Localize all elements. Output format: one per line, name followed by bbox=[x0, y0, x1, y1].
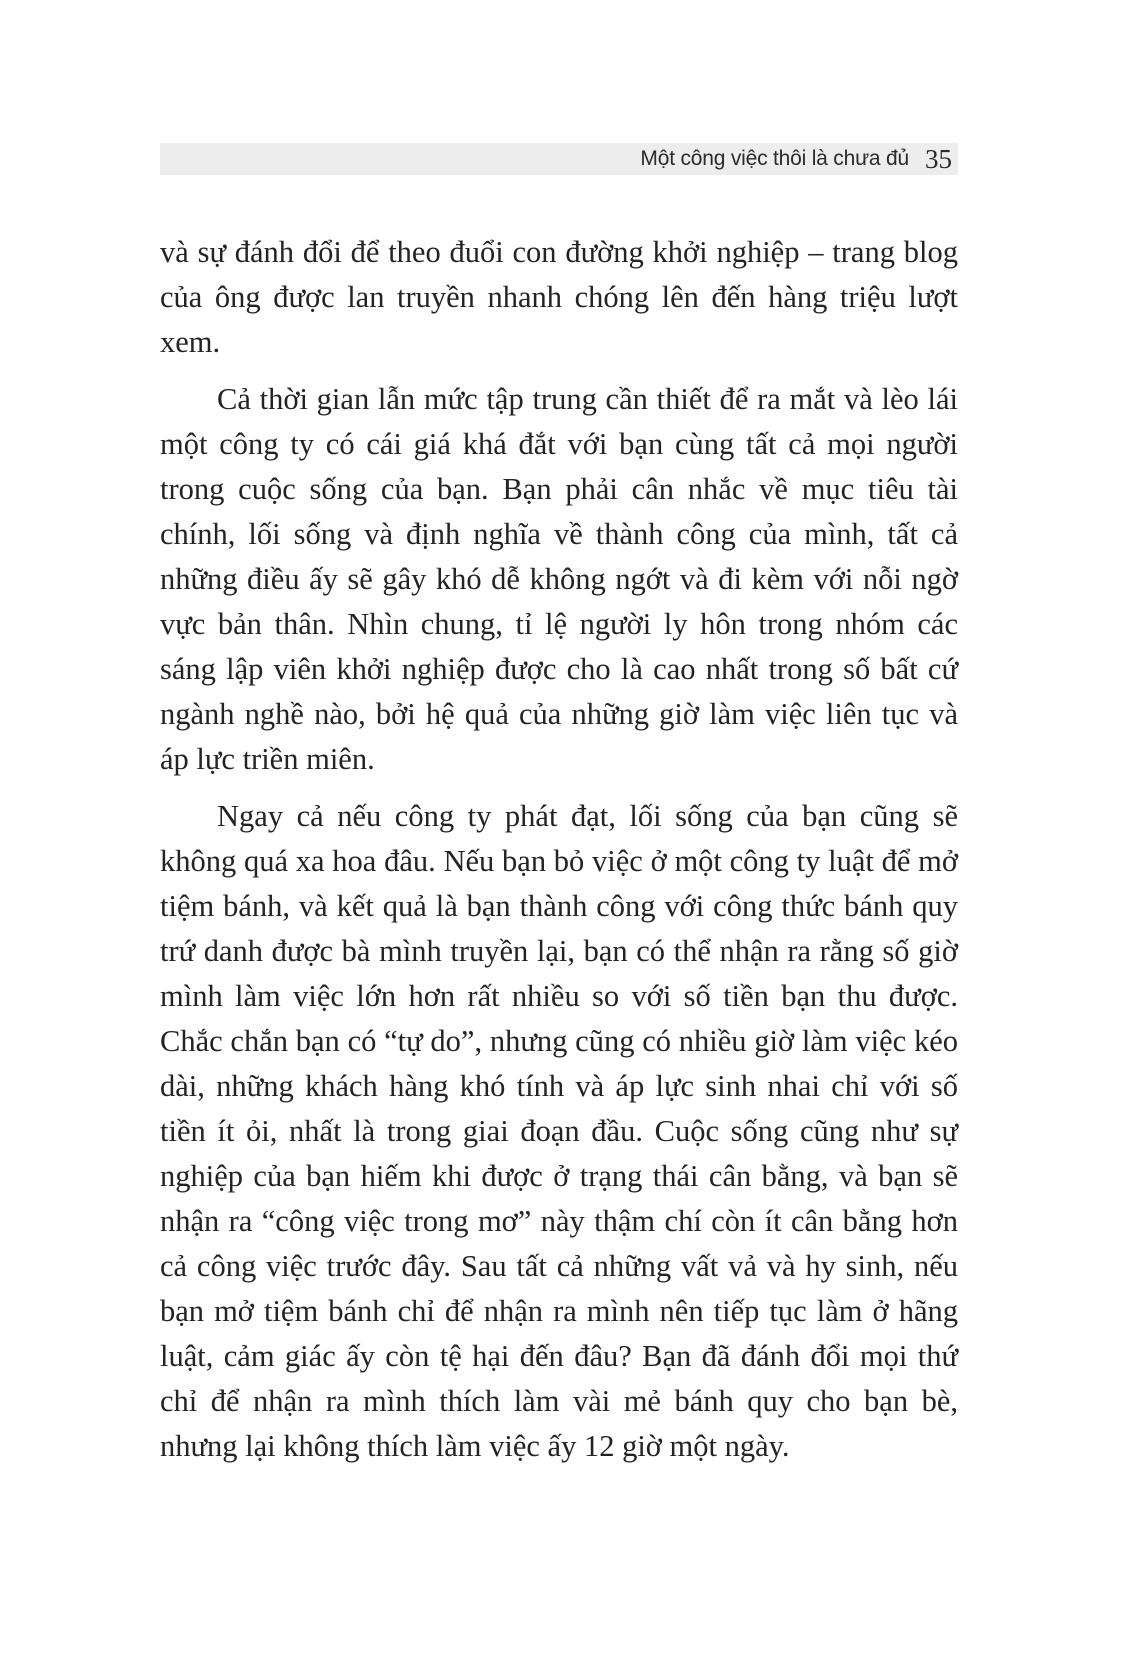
page-number: 35 bbox=[925, 143, 952, 174]
body-text bbox=[160, 230, 958, 1481]
running-header bbox=[160, 143, 958, 175]
chapter-title: Một công việc thôi là chưa đủ bbox=[640, 147, 909, 170]
paragraph-continuation: và sự đánh đổi để theo đuổi con đường khởi nghiệp – trang blog của ông được lan truyền nhanh chóng lên đến hàng triệu lượt xem. bbox=[160, 235, 958, 359]
paragraph: Cả thời gian lẫn mức tập trung cần thiết để ra mắt và lèo lái một công ty có cái giá khá đắt với bạn cùng tất cả mọi người trong cuộc sống của bạn. Bạn phải cân nhắc về mục tiêu tài chính, lối sống và định nghĩa về thành công của mình, tất cả những điều ấy sẽ gây khó dễ không ngớt và đi kèm với nỗi ngờ vực bản thân. Nhìn chung, tỉ lệ người ly hôn trong nhóm các sáng lập viên khởi nghiệp được cho là cao nhất trong số bất cứ ngành nghề nào, bởi hệ quả của những giờ làm việc liên tục và áp lực triền miên. bbox=[160, 382, 958, 776]
paragraph: Ngay cả nếu công ty phát đạt, lối sống của bạn cũng sẽ không quá xa hoa đâu. Nếu bạn bỏ việc ở một công ty luật để mở tiệm bánh, và kết quả là bạn thành công với công thức bánh quy trứ danh được bà mình truyền lại, bạn có thể nhận ra rằng số giờ mình làm việc lớn hơn rất nhiều so với số tiền bạn thu được. Chắc chắn bạn có “tự do”, nhưng cũng có nhiều giờ làm việc kéo dài, những khách hàng khó tính và áp lực sinh nhai chỉ với số tiền ít ỏi, nhất là trong giai đoạn đầu. Cuộc sống cũng như sự nghiệp của bạn hiếm khi được ở trạng thái cân bằng, và bạn sẽ nhận ra “công việc trong mơ” này thậm chí còn ít cân bằng hơn cả công việc trước đây. Sau tất cả những vất vả và hy sinh, nếu bạn mở tiệm bánh chỉ để nhận ra mình nên tiếp tục làm ở hãng luật, cảm giác ấy còn tệ hại đến đâu? Bạn đã đánh đổi mọi thứ chỉ để nhận ra mình thích làm vài mẻ bánh quy cho bạn bè, nhưng lại không thích làm việc ấy 12 giờ một ngày. bbox=[160, 799, 958, 1463]
